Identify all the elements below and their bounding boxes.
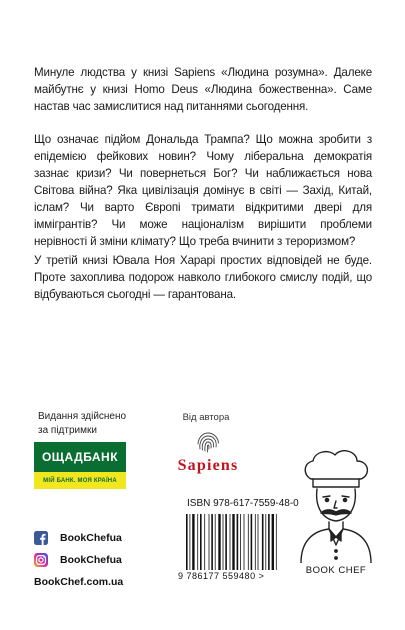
barcode-bar — [204, 514, 205, 570]
fingerprint-icon — [194, 429, 222, 457]
bank-slogan: МІЙ БАНК. МОЯ КРАЇНА — [34, 472, 126, 489]
support-label-line-1: Видання здійснено — [38, 411, 127, 422]
author-label: Від автора — [182, 412, 230, 423]
description-paragraph-3: У третій книзі Ювала Ноя Харарі простих відповідей не буде. Проте захоплива подорож навколо глибокого смислу подій, що відбуваються сьогодні — гарантована. — [34, 254, 372, 301]
facebook-link[interactable] — [34, 531, 122, 545]
instagram-handle: BookChefua — [60, 554, 122, 566]
barcode-bar — [255, 514, 256, 570]
barcode-bar — [237, 514, 239, 570]
barcode-bar — [223, 514, 224, 570]
sapiens-logo: Sapiens — [177, 457, 239, 474]
barcode-bar — [251, 514, 253, 570]
barcode-bar — [200, 514, 202, 570]
description-paragraph-2: Що означає підйом Дональда Трампа? Що можна зробити з епідемією фейкових новин? Чому ліберальна демократія зазнає кризи? Чи повернеться Бог? Чи наближається нова Світова війна? Яка цивілізація домінує в світі — Захід, Китай, іслам? Чи варто Європі тримати відкритими двері для іммігрантів? Чи може націоналізм вирішити проблеми нерівності й зміни клімату? Що треба вчинити з тероризмом? — [34, 133, 372, 248]
barcode-bar — [272, 514, 274, 570]
bank-name: ОЩАДБАНК — [34, 442, 126, 472]
book-chef-label: BOOK CHEF — [305, 565, 367, 576]
facebook-handle: BookChefua — [60, 532, 122, 544]
barcode-bar — [211, 514, 213, 570]
support-label — [38, 410, 126, 438]
barcode-bar — [248, 514, 249, 570]
barcode-bar — [209, 514, 210, 570]
barcode-bar — [197, 514, 198, 570]
barcode — [184, 514, 281, 570]
oschadbank-logo — [34, 442, 126, 489]
instagram-link[interactable] — [34, 553, 122, 567]
barcode-bar — [186, 514, 188, 570]
website-link[interactable]: BookChef.com.ua — [34, 576, 124, 588]
isbn-label: ISBN 978-617-7559-48-0 — [187, 498, 299, 509]
barcode-bar — [218, 514, 220, 570]
support-label-line-2: за підтримки — [38, 425, 97, 436]
barcode-bar — [225, 514, 227, 570]
barcode-bar — [276, 514, 277, 570]
barcode-bar — [268, 514, 270, 570]
barcode-bar — [262, 514, 264, 570]
barcode-bar — [215, 514, 216, 570]
barcode-bar — [240, 514, 241, 570]
barcode-bar — [258, 514, 259, 570]
barcode-bar — [244, 514, 245, 570]
barcode-bar — [232, 514, 234, 570]
barcode-bar — [190, 514, 191, 570]
facebook-icon — [34, 531, 48, 545]
barcode-bar — [230, 514, 231, 570]
barcode-digits: 9 786177 559480 > — [178, 571, 265, 581]
instagram-icon — [34, 553, 48, 567]
barcode-bar — [265, 514, 266, 570]
book-chef-mascot — [293, 445, 379, 563]
barcode-bar — [192, 514, 194, 570]
description-paragraph-1: Минуле людства у книзі Sapiens «Людина розумна». Далеке майбутнє у книзі Homo Deus «Людина божественна». Саме настав час замислитися над питаннями сьогодення. — [34, 66, 372, 113]
